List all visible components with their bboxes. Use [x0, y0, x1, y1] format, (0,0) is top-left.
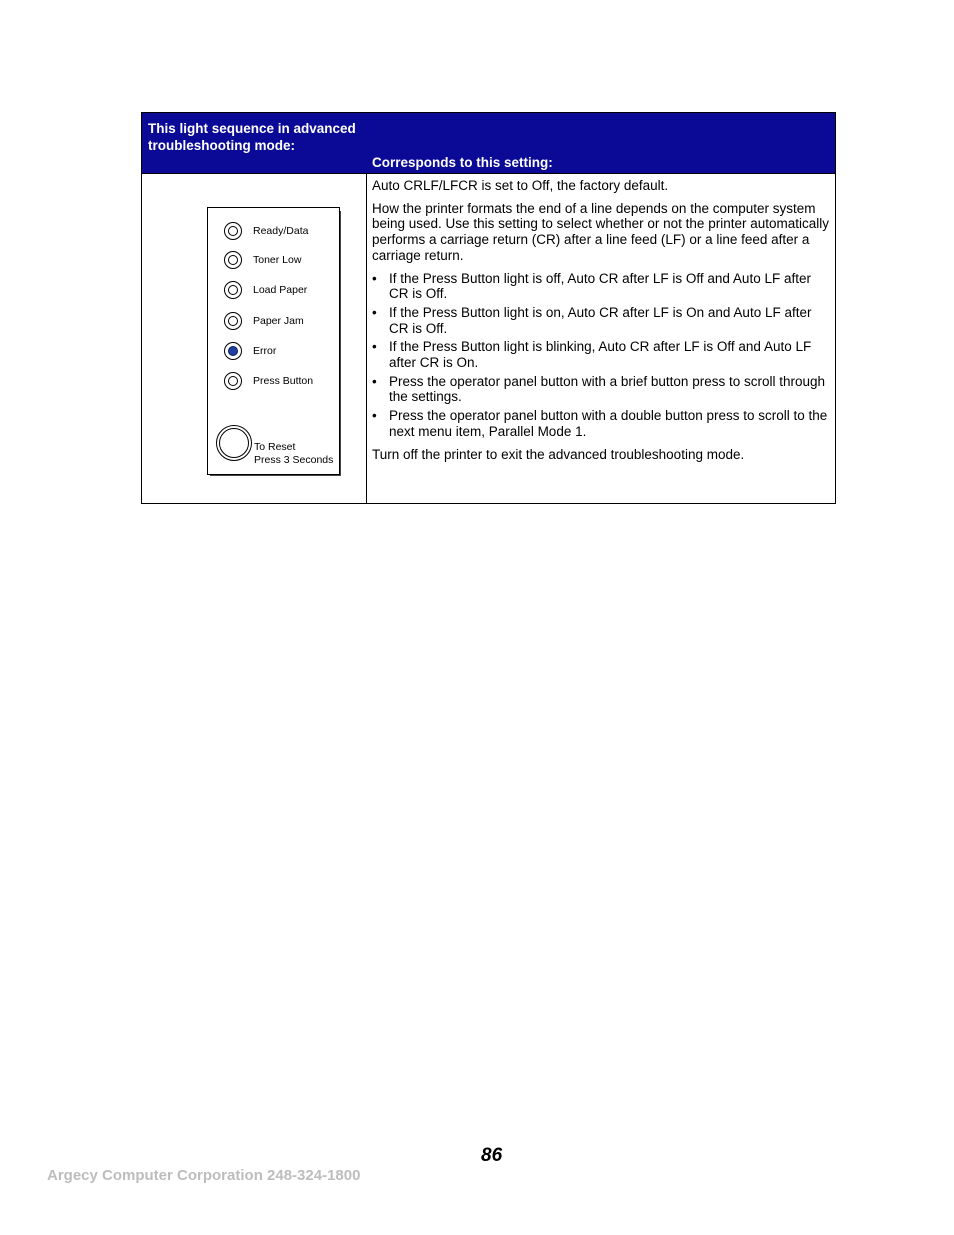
setting-description — [372, 178, 830, 469]
light-label: Press Button — [253, 375, 314, 387]
reset-line-1: To Reset — [254, 441, 296, 453]
reset-instructions — [254, 441, 333, 467]
bullet-icon: • — [372, 373, 377, 389]
table-header — [141, 112, 836, 174]
description-bullets — [372, 271, 830, 440]
list-item: • If the Press Button light is off, Auto CR after LF is Off and Auto LF after CR is Off. — [372, 270, 811, 302]
light-paper-jam — [224, 312, 338, 332]
list-item: • If the Press Button light is blinking, Auto CR after LF is Off and Auto LF after CR is On. — [372, 339, 812, 371]
description-intro: Auto CRLF/LFCR is set to Off, the factory default. — [372, 178, 669, 193]
led-icon — [224, 251, 242, 269]
led-icon — [224, 222, 242, 240]
led-icon — [224, 312, 242, 330]
led-icon — [224, 281, 242, 299]
footer-company: Argecy Computer Corporation 248-324-1800 — [47, 1167, 361, 1184]
light-load-paper — [224, 281, 338, 301]
light-ready-data — [224, 222, 338, 242]
led-icon — [224, 372, 242, 390]
bullet-icon: • — [372, 270, 377, 286]
light-label: Paper Jam — [253, 315, 304, 327]
list-item: • Press the operator panel button with a brief button press to scroll through the settings. — [372, 373, 826, 405]
light-label: Error — [253, 345, 277, 357]
settings-table — [141, 112, 836, 504]
reset-line-2: Press 3 Seconds — [254, 454, 334, 466]
header-light-sequence: This light sequence in advanced troubleshooting mode: — [148, 121, 356, 153]
reset-button-icon — [216, 425, 252, 461]
list-item: • Press the operator panel button with a double button press to scroll to the next menu item, Parallel Mode 1. — [372, 408, 828, 439]
description-detail: How the printer formats the end of a line depends on the computer system being used. Use this setting to select whether or not the printer automatically performs a carriage return (CR) after a line feed (LF) or a line feed after a carriage return. — [372, 200, 829, 263]
light-toner-low — [224, 251, 338, 271]
light-label: Load Paper — [253, 284, 308, 296]
list-item: • If the Press Button light is on, Auto CR after LF is On and Auto LF after CR is Off. — [372, 304, 812, 336]
light-error — [224, 342, 338, 362]
column-divider — [366, 174, 367, 503]
table-row — [141, 174, 836, 504]
light-label: Ready/Data — [253, 225, 309, 237]
bullet-icon: • — [372, 408, 377, 424]
header-corresponds: Corresponds to this setting: — [372, 155, 553, 170]
light-label: Toner Low — [253, 254, 302, 266]
light-press-button — [224, 372, 338, 392]
page-number: 86 — [481, 1145, 503, 1166]
operator-panel-illustration — [207, 207, 340, 475]
led-on-icon — [224, 342, 242, 360]
bullet-icon: • — [372, 304, 377, 320]
description-exit: Turn off the printer to exit the advanced troubleshooting mode. — [372, 446, 745, 462]
bullet-icon: • — [372, 339, 377, 355]
